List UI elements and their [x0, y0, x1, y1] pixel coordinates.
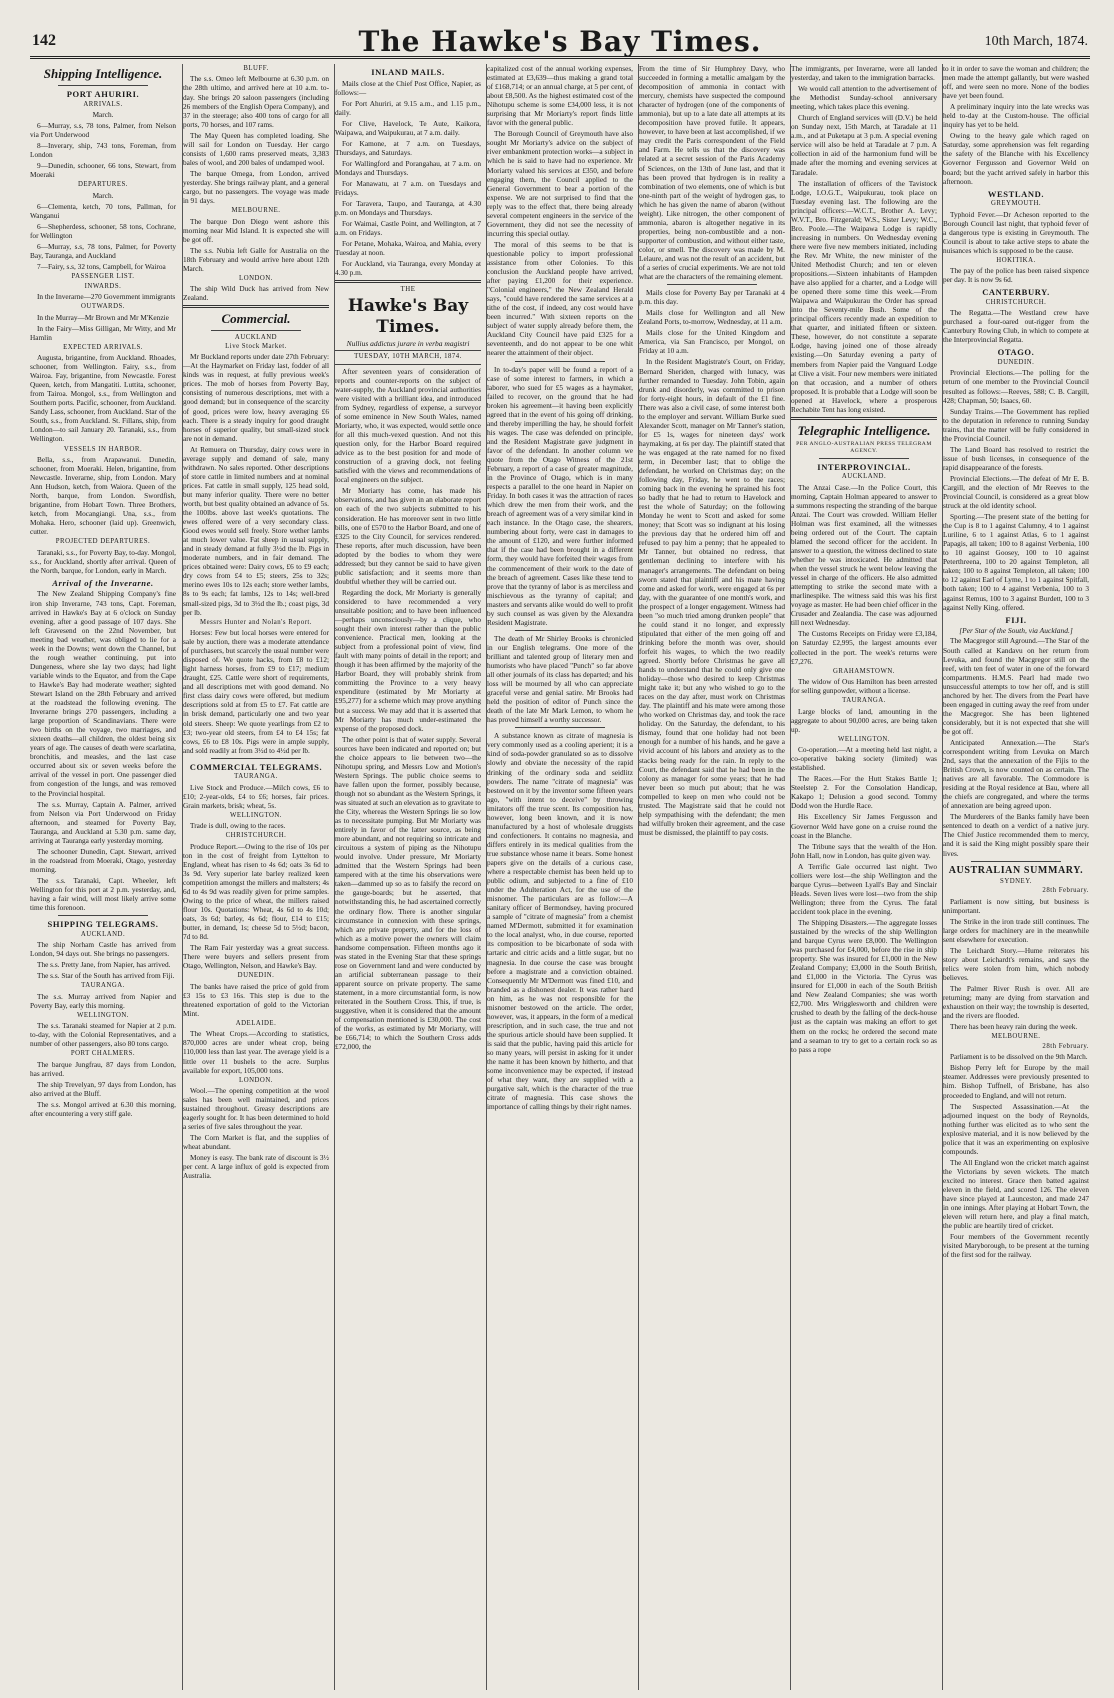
- region-heading: OTAGO.: [997, 347, 1035, 358]
- paragraph: The Macgregor still Aground.—The Star of the South called at Kandavu on her return from Levuka, and found the Macgregor still on the reef, with ten feet of water in one of the forward compartments. H.M.S. Pearl had made two unsuccessful attempts to tow her off, and is still anchored by her. The divers from the Pearl have been engaged in cutting away the reef from under the Macgregor. She has been lightened considerably, but it is not expected that she will be got off.: [943, 636, 1089, 736]
- paragraph: The barque Don Diego went ashore this morning near Mid Island. It is expected she will be got off.: [183, 216, 329, 244]
- inwards-heading: INWARDS.: [84, 282, 122, 290]
- divider: [335, 350, 481, 351]
- dateline-date: 28th February.: [1042, 887, 1089, 895]
- dateline: HOKITIKA.: [996, 256, 1036, 264]
- paragraph: The s.s. Omeo left Melbourne at 6.30 p.m. on the 28th ultimo, and arrived here at 10 a.m. to-day. She brings 20 saloon passengers (including 26 members of the English Opera Company), and 37 in the steerage; also 400 tons of cargo for all ports, 70 horses, and 107 rams.: [183, 74, 329, 129]
- paragraph: The Leichardt Story.—Hume reiterates his story about Leichardt's remains, and says the relics were stolen from him, which nobody believes.: [943, 946, 1089, 983]
- divider: [515, 630, 605, 631]
- list-item: 6—Murray, s.s, 78 tons, Palmer, from Nelson via Port Underwood: [30, 121, 176, 140]
- outwards-heading: OUTWARDS.: [81, 303, 125, 311]
- paragraph: The s.s. Murray arrived from Napier and Poverty Bay, early this morning.: [30, 991, 176, 1010]
- columns: [30, 64, 1090, 1690]
- list-item: 6—Murray, s.s, 78 tons, Palmer, for Poverty Bay, Tauranga, and Auckland: [30, 242, 176, 261]
- paragraph: The Regatta.—The Westland crew have purchased a four-oared out-rigger from the Canterbury Rowing Club, in which to compete at the Interprovincial Regatta.: [943, 308, 1089, 345]
- paragraph: The Borough Council of Greymouth have also sought Mr Moriarty's advice on the subject of river embankment protection works—a subject in which he is said to have had no experience. Mr Moriarty valued his services at £350, and before engaging them, the Council applied to the General Government to bear a portion of the expense. We are not surprised to find that the reply was to the effect that, there being already several competent engineers in the service of the Government, they did not see the necessity of incurring this special outlay.: [487, 129, 633, 238]
- dateline: ADELAIDE.: [235, 1019, 277, 1027]
- paragraph: Horses: Few but local horses were entered for sale by auction, there was a moderate attendance of purchasers, but scarcely the usual number were disposed of. We quote hacks, from £8 to £12; light harness horses, from £9 to £17; medium draught, £25. Cattle were short of requirements, and all descriptions met with good demand. No first class dairy cows were offered, but medium descriptions sold at from £5 to £7. Fat cattle are in brisk demand, particularly one and two year old steers. Sheep: We quote yearlings from £2 to £3; two-year old steers, from £4 to £4 15s; fat cows, £6 to £8 10s. Pigs were in ample supply, and sold readily at from 3½d to 4½d per lb.: [183, 628, 329, 755]
- paragraph: The ship Trevelyan, 97 days from London, has also arrived at the Bluff.: [30, 1079, 176, 1098]
- masthead-the: THE: [400, 286, 416, 294]
- paragraph: The s.s. Nubia left Galle for Australia on the 18th February and would arrive here about 12th March.: [183, 245, 329, 273]
- telegrams-heading: SHIPPING TELEGRAMS.: [47, 919, 159, 930]
- paragraph: The Customs Receipts on Friday were £3,184, on Saturday £2,995, the largest amounts ever collected in the port. The week's returns were £7,276.: [791, 629, 937, 666]
- paragraph: In to-day's paper will be found a report of a case of some interest to farmers, in which a laborer, who sued for £5 wages as a haymaker, failed to recover, on the ground that he had broken his agreement—it having been explicitly agreed that in the event of his going off drinking, and thereby imperilling the hay, he should forfeit his wages. The case was defended on principle, and the Resident Magistrate gave judgment in favor of the defendant. In another column we quote from the Otago Witness of the 21st February, a report of a case of greater magnitude, in the Province of Otago, which is in many respects a parallel to the one heard in Napier on Friday. In both cases it was the attraction of races which drew the men from their work, and the breach of agreement was of a very similar kind in each instance. In the Otago case, the shearers, numbering about forty, were cast in damages to the amount of £120, and were further informed that if the case had been brought in a different form, they would have forfeited their wages from the commencement of their work to the date of the breach of agreement. Cases like these tend to prove that the tyranny of labor is as merciless and mischievous as the tyranny of capital; and masters and servants alike would do well to profit by such counsel as was given by the Alexandra Resident Magistrate.: [487, 364, 633, 627]
- divider: [211, 758, 301, 759]
- paragraph: Sporting.—The present state of the betting for the Cup is 8 to 1 against Calumny, 4 to 1 against Luriline, 6 to 1 against Atlas, 6 to 1 against Papagis, all taken; 100 to 8 against Verbenia, 100 to 10 against Goosey, 100 to 10 against Peterthreena, 100 to 20 against Templeton, all taken; 100 to 8 against Templeton, all taken; 100 to 12 against Earl of Lyme, 1 to 1 against Spitfall, both taken; 100 to 4 against Verbenia, 100 to 3 against Remus, 100 to 3 against Burdett, 100 to 3 against Nelly King, offered.: [943, 512, 1089, 612]
- divider: [791, 417, 937, 420]
- paragraph: The schooner Dunedin, Capt. Stewart, arrived in the roadstead from Moeraki, Otago, yesterday morning.: [30, 846, 176, 874]
- paragraph: Typhoid Fever.—Dr Acheson reported to the Borough Council last night, that typhoid fever of a dangerous type is existing in Greymouth. The Council is about to take active steps to abate the nuisances which is supposed to be the cause.: [943, 209, 1089, 255]
- paragraph: Owing to the heavy gale which raged on Saturday, some apprehension was felt regarding the safety of the Blanche with his Excellency Governor Fergusson and Governor Weld on board; but the yacht arrived safely in harbor this afternoon.: [943, 131, 1089, 186]
- dateline: DUNEDIN.: [237, 972, 275, 980]
- list-item: 8—Inverary, ship, 743 tons, Foreman, from London: [30, 141, 176, 160]
- paragraph: The Murderers of the Banks family have been sentenced to death on a verdict of a native jury. The Chief Justice recommended them to mercy, and it is said the King might possibly spare their lives.: [943, 812, 1089, 858]
- dateline: WELLINGTON.: [77, 1011, 129, 1019]
- dateline: WELLINGTON.: [230, 811, 282, 819]
- paragraph: The pay of the police has been raised sixpence per day. It is now 9s 6d.: [943, 266, 1089, 285]
- divider: [515, 727, 605, 728]
- telegraphic-title: Telegraphic Intelligence.: [797, 422, 931, 438]
- paragraph: The s.s. Pretty Jane, from Napier, has arrived.: [37, 960, 171, 970]
- paragraph: Church of England services will (D.V.) be held on Sunday next, 15th March, at Taradale at 11 a.m., and at Puketapu at 3 p.m. A special evening service will also be held at Taradale at 7 p.m. A collection in aid of the harmonium fund will be made after the morning and evening services at Taradale.: [791, 113, 937, 177]
- agency-line: PER ANGLO-AUSTRALIAN PRESS TELEGRAM AGENCY.: [796, 440, 932, 454]
- paragraph: The barque Jungfrau, 87 days from London, has arrived.: [30, 1059, 176, 1078]
- paragraph: Taranaki, s.s., for Poverty Bay, to-day. Mongol, s.s., for Auckland, shortly after arrival. Queen of the North, barque, for London, early in March.: [30, 547, 176, 575]
- commercial-title: Commercial.: [221, 311, 291, 327]
- paragraph: The s.s. Star of the South has arrived from Fiji.: [37, 971, 175, 981]
- paragraph: From the time of Sir Humphrey Davy, who succeeded in forming a metallic amalgam by the decomposition of ammonia in contact with mercury, chemists have suspected the compound character of hydrogen (one of the components of ammonia), but up to a late date all attempts at its decomposition have proved futile. It appears, however, to have been at last accomplished, if we may credit the Paris correspondent of the Field and Farm. He tells us that the discovery was related at a secret session of the Paris Academy of Sciences, on the 13th of June last, and that it has been proved that hydrogen is in reality a combination of two elements, one of which is but one-ninth part of the weight of hydrogen gas, to which he has given the name of abaron (without weight). Like nitrogen, the other component of ammonia, abaron is altogether negative in its properties, being non-combustible and a non-supporter of combustion, and without either taste, color, or smell. The discovery was made by M. Lelaure, and was not the result of an accident, but of a series of crucial experiments. We are not told what are the characters of the remaining element.: [639, 64, 785, 282]
- paragraph: Live Stock and Produce.—Milch cows, £6 to £10; 2-year-olds, £4 to £6; horses, fair prices. Grain markets, brisk; wheat, 5s.: [183, 782, 329, 810]
- section-heading: Messrs Hunter and Nolan's Report.: [200, 618, 312, 626]
- paragraph: Provincial Elections.—The defeat of Mr E. B. Cargill, and the election of Mr Reeves to the Provincial Council, is considered as a great blow struck at the old identity school.: [943, 473, 1089, 511]
- paragraph: Co-operation.—At a meeting held last night, a co-operative baking society (limited) was established.: [791, 745, 937, 773]
- section-heading: AUCKLAND Live Stock Market.: [225, 334, 287, 350]
- paragraph: The s.s. Taranaki steamed for Napier at 2 p.m. to-day, with the Colonial Representatives, and a number of other passengers, also 80 tons cargo.: [30, 1021, 176, 1049]
- dateline: GREYMOUTH.: [990, 200, 1042, 208]
- paragraph: Four members of the Government recently visited Maryborough, to be present at the turning of the first sod for the railway.: [943, 1232, 1089, 1260]
- fiji-tag: [Per Star of the South, via Auckland.]: [959, 626, 1073, 636]
- divider: [58, 85, 148, 86]
- editorial-masthead: Hawke's Bay Times.: [347, 295, 469, 337]
- paragraph: A Terrific Gale occurred last night. Two colliers were lost—the ship Wellington and the barque Cyrus—between Lyall's Bay and Sinclair Heads. Seven lives were lost—two from the ship Wellington; three from the Cyrus. The fatal accident took place in the evening.: [791, 861, 937, 916]
- paragraph: Mails close at the Chief Post Office, Napier, as follows:—: [335, 78, 481, 97]
- paragraph: The Anzai Case.—In the Police Court, this morning, Captain Holman appeared to answer to a summons respecting the stranding of the barque Anzai. The Court was crowded. William Heller Holman was first examined, all the witnesses being ordered out of the Court. The captain blamed the second officer for the accident. In answer to a question, the witness declined to state whether he was intoxicated. He admitted that when the vessel struck he went below leaving the vessel in charge of the officers. He also admitted attempting to strike the second mate with a marlinespike. The witness said this was his first voyage as master. He had been chief officer in the Crusader and Zealandia. The case was adjourned till next Wednesday.: [791, 482, 937, 628]
- paragraph: Money is easy. The bank rate of discount is 3½ per cent. A large influx of gold is expected from Australia.: [183, 1153, 329, 1181]
- paragraph: For Port Ahuriri, at 9.15 a.m., and 1.15 p.m., daily.: [335, 98, 481, 117]
- paragraph: The Races.—For the Hutt Stakes Battle 1; Steelstep 2. For the Consolation Handicap, Kakapo 1; Delusion a good second. Tommy Dodd won the Hurdle Race.: [791, 774, 937, 811]
- paragraph: After seventeen years of consideration of reports and counter-reports on the subject of water-supply, the Auckland provincial authorities were visited with a brilliant idea, and introduced from Sydney, regardless of expense, a surveyor of some eminence in New South Wales, named Moriarty, who, it was expected, would settle once for all this much-vexed question. And not this question only, for the Harbor Board required advice as to the best position for and mode of construction of a graving dock, not feeling satisfied with the views and recommendations of local engineers on the subject.: [335, 366, 481, 485]
- divider: [819, 458, 909, 459]
- paragraph: Mails close for the United Kingdom and America, via San Francisco, per Mongol, on Friday at 10 a.m.: [639, 328, 785, 356]
- list-item: 6—Clementa, ketch, 70 tons, Pallman, for Wanganui: [30, 201, 176, 220]
- column-1: [30, 64, 176, 1690]
- paragraph: Produce Report.—Owing to the rise of 10s per ton in the cost of freight from Lyttelton to England, wheat has risen to 4s 6d; oats 3s 6d to 3s 9d. Very superior late barley realized keen competition amongst the millers and maltsters; 4s 6d to 4s 9d was readily given for prime samples. Owing to the price of wheat, the millers raised flour 10s. Quotations: Wheat, 4s 6d to 4s 10d; oats, 3s 6d; barley, 4s 6d; flour, £14 to £15; butter, in demand, 1s; cheese 5d to 5½d; bacon, 7d to 8d.: [183, 841, 329, 942]
- article-heading: Arrival of the Inverarne.: [52, 577, 154, 588]
- region-heading: WESTLAND.: [987, 188, 1045, 199]
- paragraph: At Remuera on Thursday, dairy cows were in average supply and demand of sale, many withdrawn. No sales reported. Other descriptions of store cattle in limited numbers and at nominal prices. Fat cattle in small supply, 125 head sold, but many inferior quality. There were no better worth, but best quality obtained an advance of 5s. the 100lbs. above last week's quotations. The ewes offered were of a very secondary class. Good ewes would sell freely. Store wether lambs at much lower value. Fat sheep in usual supply, and in steady demand at fully 3½d the lb. Pigs in moderate numbers, and in fair demand. The prices obtained were: Dairy cows, £6 to £9 each; dry cows from £4 to £5; steers, 25s to 32s; merino ewes 10s to 12s each; store wether lambs, 8s to 9s each; fat lambs, 12s to 14s; well-bred small-sized pigs, 3d to 3½d the lb.; coast pigs, 3d per lb.: [183, 444, 329, 617]
- editorial-date: TUESDAY, 10TH MARCH, 1874.: [354, 353, 462, 361]
- paragraph: The installation of officers of the Tavistock Lodge, I.O.G.T., Waipukurau, took place on Tuesday evening last. The following are the principal officers:—W.C.T., Brother A. Levy; W.V.T., Bro. Fitzgerald; W.S., Sister Levy; W.C., Bro. Poole.—The Waipawa Lodge is rapidly increasing in numbers. On Wednesday evening there were five new members initiated, including the Rev. Mr White, the new minister of the United Methodist Church; and ten or eleven propositions.—Sixteen inhabitants of Hampden have also applied for a charter, and a Lodge will be opened there some time this week.—From Waipawa and Waipukurau the Order has spread into the Seventy-mile Bush. Some of the principal officers recently made an expedition to that quarter, and initiated fifteen or sixteen. These, however, do not constitute a separate Lodge, having joined one of those already existing.—On Saturday evening a party of members from Napier paid the Vanguard Lodge at Clive a visit. Four new members were initiated on that occasion, and a number of others proposed. It is probable that a Lodge will soon be opened at Havelock, where a prosperous Rechabite Tent has long existed.: [791, 178, 937, 414]
- paragraph: For Waimai, Castle Point, and Wellington, at 7 a.m. on Fridays.: [335, 219, 481, 238]
- dateline: DUNEDIN.: [997, 358, 1035, 366]
- paragraph: Provincial Elections.—The polling for the return of one member to the Provincial Council resulted as follows:—Reeves, 588; C. B. Cargill, 428; Chapman, 50; Isaacs, 60.: [943, 368, 1089, 405]
- dateline-date: 28th February.: [1042, 1042, 1089, 1050]
- paragraph: Anticipated Annexation.—The Star's correspondent writing from Levuka on March 2nd, says that the annexation of the Fijis to the British Crown, is now counted on as certain. The natives are all favorable. The Commodore is residing at the Royal residence at Bau, where all the chiefs are congregated, and where the terms of annexation are being agreed upon.: [943, 737, 1089, 811]
- issue-date: 10th March, 1874.: [984, 34, 1088, 49]
- list-item: In the Inverarne—270 Government immigrants: [37, 292, 176, 302]
- vessels-heading: VESSELS IN HARBOR.: [63, 445, 143, 453]
- dateline: AUCKLAND.: [80, 930, 126, 938]
- expected-heading: EXPECTED ARRIVALS.: [63, 343, 143, 351]
- paragraph: The Corn Market is flat, and the supplies of wheat abundant.: [183, 1133, 329, 1152]
- paragraph: The New Zealand Shipping Company's fine iron ship Inverarne, 743 tons, Capt. Foreman, arrived in Hawke's Bay at 6 o'clock on Sunday evening, after a good passage of 107 days. She left Gravesend on the 22nd November, but meeting bad weather, was obliged to lie for a week in the Downs; went down the Channel, but the rough weather continuing, put into Dungeness, where she lay two days; had light variable winds to the Equator, and from the Cape to Hawke's Bay had moderate weather; sighted Stewart Island on the 28th February and arrived at the roadstead the following evening. The Inverarne brings 270 passengers, including a large proportion of Scandinavians. There were two births on the voyage, two marriages, and sixteen deaths—all children, the oldest being six years of age. The causes of death were scarlatina, bronchitis, and measles, and the last case occurred about six or seven weeks before the arrival of the vessel in port. One passenger died from congestion of the lungs, and was removed to the Provincial hospital.: [30, 589, 176, 798]
- paragraph: Mr Buckland reports under date 27th February:—At the Haymarket on Friday last, fodder of all kinds was in request, at fully previous week's prices. The mob of horses from Poverty Bay, consisting of numerous descriptions, met with a good demand; but in consequence of the scarcity of good, prices were low, heavy averaging £6 each. There is a steady inquiry for good draught horses of superior quality, but small-sized stock are not in demand.: [183, 352, 329, 443]
- newspaper-title: The Hawke's Bay Times.: [358, 25, 762, 58]
- paragraph: Large blocks of land, amounting in the aggregate to about 90,000 acres, are being taken up.: [791, 706, 937, 734]
- list-item: In the Murray—Mr Brown and Mr M'Kenzie: [37, 312, 169, 322]
- region-heading: CANTERBURY.: [982, 287, 1050, 298]
- paragraph: The All England won the cricket match against the Victorians by seven wickets. The match excited no interest. Grace then batted against eleven in the field, and scored 126. The eleven have since played at Launceston, and made 247 in one innings. After playing at Hobart Town, the eleven will return here, and play a final match, the public are heartily tired of cricket.: [943, 1157, 1089, 1231]
- port-heading: PORT AHURIRI.: [66, 89, 140, 100]
- divider: [211, 330, 301, 331]
- paragraph: The ship Norham Castle has arrived from London, 94 days out. She brings no passengers.: [30, 940, 176, 959]
- paragraph: The s.s. Mongol arrived at 6.30 this morning, after encountering a very stiff gale.: [30, 1099, 176, 1118]
- divider: [515, 361, 605, 362]
- paragraph: A substance known as citrate of magnesia is very commonly used as a cooling aperient; it is a kind of soda-powder granulated so as to dissolve slowly and obviate the necessity of the rapid drinking of the ordinary soda and seidlitz powders. The name "citrate of magnesia" was bestowed on it by the inventor some fifteen years ago, "with intent to deceive" by throwing imitators off the true scent. Its composition has, however, long been known, and it is now manufactured by a host of wholesale druggists and confectioners. It contains no magnesia, and differs entirely in its medical qualities from the true substance whose name it bears. Some honest papers give on the details of a curious case, where a respectable chemist has been held up to public odium, and subjected to a fine of £10 under the Adulteration Act, for the use of the misnomer. The particulars are as follow:—A sanitary officer of Bermondsey, having procured a sample of "citrate of magnesia" from a chemist named M'Dermott, submitted it for examination to the local analyst, who, in due course, reported its composition to be bicarbonate of soda with tartaric and citric acids and a little sugar, but no magnesia. In due course the case was brought before a magistrate and a conviction obtained. Consequently Mr M'Dermott was fined £10, and branded as a dishonest dealer. It was rather hard on him, as he was not responsible for the misnomer bestowed on the article. The order, however, was, it appears, in the form of a medical prescription, and in such case, the true and not the spurious article should have been supplied. It is said that the public, having paid this article for so many years, will persist in asking for it under the name it has been known by hitherto, and that some inconvenience may be expected, if instead of what they want, they are supplied with a purgative salt, which is the character of the true citrate of magnesia. This case shows the importance of calling things by their right names.: [487, 731, 633, 1112]
- paragraph: The moral of this seems to be that is questionable policy to import professional assistance from other Colonies. To this conclusion the Auckland people have arrived, after paying £1,200 for their experience. "Colonial engineers," the New Zealand Herald says, "could have rendered the same services at a tithe of the cost, if indeed, any cost would have been incurred." With sixteen reports on the subject of water supply already before them, the Auckland City Council have paid £325 for a seventeenth, and do not appear to be one whit nearer the attainment of their object.: [487, 239, 633, 358]
- dateline: CHRISTCHURCH.: [985, 298, 1047, 306]
- divider: [335, 364, 481, 365]
- paragraph: Parliament is to be dissolved on the 9th March.: [950, 1052, 1088, 1062]
- list-item: 7—Fairy, s.s, 32 tons, Campbell, for Wairoa: [37, 262, 166, 272]
- paragraph: For Kamone, at 7 a.m. on Tuesdays, Thursdays, and Saturdays.: [335, 138, 481, 157]
- mails-heading: INLAND MAILS.: [371, 67, 445, 77]
- paragraph: Wool.—The opening competition at the wool sales has been well maintained, and prices sustained throughout. Greasy descriptions are eagerly sought for. It has been determined to hold a series of five sales throughout the year.: [183, 1086, 329, 1132]
- paragraph: For Wallingford and Porangahau, at 7 a.m. on Mondays and Thursdays.: [335, 158, 481, 177]
- dateline: WELLINGTON.: [838, 735, 890, 743]
- projected-heading: PROJECTED DEPARTURES.: [55, 538, 151, 546]
- paragraph: Mails close for Poverty Bay per Taranaki at 4 p.m. this day.: [639, 288, 785, 307]
- paragraph: Augusta, brigantine, from Auckland. Rhoades, schooner, from Wellington. Fairy, s.s., from Wairoa. Fay, brigantine, from Newcastle. Forest Queen, ketch, from Mangatiti. Luttita, schooner, from Tairoa. Mongol, s.s., from Wellington and Southern ports. Pacific, schooner, from Auckland. Sandy Lass, schooner, from Auckland. Star of the South, s.s., from Auckland. St. Fillans, ship, from London—to sail January 20. Taranaki, s.s., from Wellington.: [30, 353, 176, 444]
- paragraph: The May Queen has completed loading. She will sail for London on Tuesday. Her cargo consists of 1,600 rams preserved meats, 3,383 bales of wool, and 200 bales of undamped wool.: [183, 130, 329, 167]
- dateline: GRAHAMSTOWN.: [833, 667, 895, 675]
- dateline: BLUFF.: [243, 65, 269, 72]
- column-6: [790, 64, 937, 1690]
- paragraph: to it in order to save the woman and children; the men made the attempt gallantly, but were washed off, and were seen no more. None of the bodies have yet been found.: [943, 64, 1089, 101]
- paragraph: The widow of Ous Hamilton has been arrested for selling gunpowder, without a license.: [791, 677, 937, 696]
- paragraph: The Palmer River Rush is over. All are returning; many are dying from starvation and exhaustion on their way; the township is deserted, and the rivers are flooded.: [943, 984, 1089, 1021]
- list-item: March.: [92, 110, 114, 120]
- paragraph: Bishop Perry left for Europe by the mail steamer. Addresses were previously presented to him. Bishop Tuffnell, of Brisbane, has also proceeded to England, and will not return.: [943, 1063, 1089, 1100]
- paragraph: For Petane, Mohaka, Wairoa, and Mahia, every Tuesday at noon.: [335, 239, 481, 258]
- shipping-title: Shipping Intelligence.: [43, 66, 163, 81]
- divider: [58, 915, 148, 916]
- column-3: [334, 64, 481, 1690]
- divider: [667, 284, 757, 285]
- paragraph: The immigrants, per Inverarne, were all landed yesterday, and taken to the immigration barracks.: [791, 64, 937, 83]
- paragraph: The Suspected Assassination.—At the adjourned inquest on the body of Reynolds, nothing further was elicited as to who sent the explosive material, and it is now believed by the police that it was an experimenting on explosive compounds.: [943, 1101, 1089, 1156]
- divider: [335, 280, 481, 283]
- paragraph: There has been heavy rain during the week.: [950, 1022, 1078, 1032]
- paragraph: The banks have raised the price of gold from £3 15s to £3 16s. This step is due to the threatened exportation of gold to the Victorian Mint.: [183, 981, 329, 1018]
- paragraph: For Clive, Havelock, Te Aute, Kaikora, Waipawa, and Waipukurau, at 7 a.m. daily.: [335, 118, 481, 137]
- list-item: 6—Shepherdess, schooner, 58 tons, Cochrane, for Wellington: [30, 221, 176, 240]
- paragraph: The Wheat Crops.—According to statistics, 870,000 acres are under wheat crop, being 110,000 less than last year. The average yield is a little over 11 bushels to the acre. Surplus available for export, 105,000 tons.: [183, 1029, 329, 1075]
- paragraph: For Taravera, Taupo, and Tauranga, at 4.30 p.m. on Mondays and Thursdays.: [335, 199, 481, 218]
- interprovincial-heading: INTERPROVINCIAL.: [817, 461, 911, 472]
- paragraph: capitalized cost of the annual working expenses, estimated at £3,639—thus making a grand total of £168,714; or an annual charge, at 5 per cent, of about £8,500. As the highest estimated cost of the Nihotupu scheme is some £34,000 less, it is not surprising that Mr Moriarty's report finds little favor with the general public.: [487, 64, 633, 128]
- paragraph: The Tribune says that the wealth of the Hon. John Hall, now in London, has quite given way.: [791, 841, 937, 860]
- column-4: [486, 64, 633, 1690]
- paragraph: The ship Wild Duck has arrived from New Zealand.: [183, 284, 329, 303]
- paragraph: Mr Moriarty has come, has made his observations, and has given in an elaborate report on each of the two subjects submitted to his consideration. He has moreover sent in two little bills, one of £570 to the Harbor Board, and one of £325 to the City Council, for services rendered. These reports, after much discussion, have been adopted by the bodies to whom they were addressed; but they cannot be said to have given public satisfaction; and it seems more than doubtful whether they will be carried out.: [335, 486, 481, 586]
- column-5: [638, 64, 785, 1690]
- paragraph: The other point is that of water supply. Several sources have been indicated and reported on; but the choice appears to lie between two—the Nihotupu spring, and Messrs Low and Motion's Western Springs. The public choice seems to have fallen upon the former, possibly because, though not so abundant as the Western Springs, it was situated at such an elevation as to gravitate to the City, whereas the Western Springs lie so low as to necessitate pumping. But Mr Moriarty was entirely in favor of the latter source, as being more abundant, and not requiring so intricate and circuitous a system of piping as the Nihotupu would involve. Under pressure, Mr Moriarty admitted that the Western Springs had been tampered with at the time his observations were taken—dammed up so as to falsify the record on the gauge-boards; but he asserted, that notwithstanding this, he had ascertained correctly the ordinary flow. There is another singular circumstance in connexion with these springs, which are private property, and for the loss of which as a motive power the owners will claim handsome compensation. Fifteen months ago it was stated in the Evening Star that these springs rose on Government land and were conducted by an artificial subterranean passage to their apparent source on private property. The same statement, in a more circumstantial form, is now reiterated in the Southern Cross. This, if true, is suggestive, when it is considered that the amount of compensation mentioned is £30,000. The cost of the works, as estimated by Mr Moriarty, will be £66,714; to which the Southern Cross adds £72,000, the: [335, 734, 481, 1052]
- paragraph: The Land Board has resolved to restrict the issue of bush licenses, in consequence of the rapid disappearance of the forests.: [943, 444, 1089, 472]
- column-7: [942, 64, 1089, 1690]
- page-number: 142: [32, 32, 56, 49]
- divider: [971, 861, 1061, 862]
- dateline: MELBOURNE.: [231, 207, 281, 215]
- arrivals-heading: ARRIVALS.: [83, 100, 123, 108]
- paragraph: Sunday Trains.—The Government has replied to the deputation in reference to running Sunday trains, that the matter will be fully considered in the Provincial Council.: [943, 406, 1089, 443]
- paragraph: Mails close for Wellington and all New Zealand Ports, to-morrow, Wednesday, at 11 a.m.: [639, 308, 785, 327]
- passenger-heading: PASSENGER LIST.: [71, 273, 135, 281]
- dateline: CHRISTCHURCH.: [225, 832, 287, 840]
- paragraph: A preliminary inquiry into the late wrecks was held to-day at the Custom-house. The official inquiry has yet to be held.: [943, 102, 1089, 130]
- list-item: March.: [92, 190, 114, 200]
- dateline: PORT CHALMERS.: [70, 1050, 136, 1058]
- paragraph: His Excellency Sir James Fergusson and Governor Weld have gone on a cruise round the coast in the Blanche.: [791, 812, 937, 840]
- dateline: LONDON.: [239, 274, 273, 282]
- paragraph: Regarding the dock, Mr Moriarty is generally considered to have recommended a very unsuitable position; and to have been influenced—perhaps unconsciously—by a clique, who sought their own interest rather than the public convenience. Practical men, looking at the subject from a professional point of view, find fault with many points of detail in the report; and though it has been affirmed by the majority of the Harbor Board, they will probably shrink from committing the Province to a very heavy expenditure (estimated by Mr Moriarty at £95,277) for a scheme which may prove anything but a success. We may add that it is asserted that Mr Moriarty has much under-estimated the expense of the proposed dock.: [335, 587, 481, 733]
- dateline: AUCKLAND.: [841, 473, 887, 481]
- paragraph: The s.s. Taranaki, Capt. Wheeler, left Wellington for this port at 2 p.m. yesterday, and, having a fair wind, will most likely arrive some time this forenoon.: [30, 875, 176, 913]
- commercial-telegrams-heading: COMMERCIAL TELEGRAMS.: [189, 761, 323, 772]
- paragraph: Trade is dull, owing to the races.: [190, 821, 286, 831]
- region-heading: FIJI.: [1005, 614, 1027, 625]
- column-2: [182, 64, 329, 1690]
- australian-summary-heading: AUSTRALIAN SUMMARY.: [948, 864, 1084, 876]
- paragraph: For Auckland, via Tauranga, every Monday at 4.30 p.m.: [335, 259, 481, 278]
- dateline: TAURANGA.: [234, 773, 278, 781]
- dateline: TAURANGA.: [842, 697, 886, 705]
- paragraph: The Ram Fair yesterday was a great success. There were buyers and sellers present from Otago, Wellington, Nelson, and Hawke's Bay.: [183, 943, 329, 971]
- dateline: MELBOURNE.: [991, 1033, 1041, 1041]
- paragraph: The barque Omega, from London, arrived yesterday. She brings railway plant, and a general cargo, but no passengers. The voyage was made in 91 days.: [183, 168, 329, 206]
- paragraph: For Manawatu, at 7 a.m. on Tuesdays and Fridays.: [335, 179, 481, 198]
- paragraph: We would call attention to the advertisement of the Methodist Sunday-school anniversary meeting, which takes place this evening.: [791, 84, 937, 112]
- paragraph: Bella, s.s., from Arapawanui. Dunedin, schooner, from Moeraki. Helen, brigantine, from Newcastle. Inverarne, ship, from London. Mary Ann Hudson, ketch, from Waiora. Queen of the North, barque, from London. Swordfish, brigantine, from Hobart Town. Three Brothers, ketch, from Mocangiangi. Una, s.s., from Mohaka. Hero, schooner (laid up). Greenwich, cutter.: [30, 454, 176, 537]
- list-item: 9—Dunedin, schooner, 66 tons, Stewart, from Moeraki: [30, 161, 176, 180]
- motto: Nullius addictus jurare in verba magistri: [346, 339, 470, 349]
- paragraph: Parliament is now sitting, but business is unimportant.: [943, 896, 1089, 915]
- dateline: LONDON.: [239, 1076, 273, 1084]
- paragraph: The Shipping Disasters.—The aggregate losses sustained by the wrecks of the ship Wellington and barque Cyrus were £8,000. The Wellington was purchased for £4,000, before the rise in ship property. She was insured for £1,000 in the New Zealand Company; £3,000 in the South British, and £1,000 in the Victoria. The Cyrus was insured for £1,000 in each of the South British and New Zealand Companies; she was worth £2,700. Mrs Wrigglesworth and children were crushed to death by the falling of the deck-house just as the captain was making an effort to get them on the rocks; he ordered the second mate and a seaman to try to get to a certain rock so as to pass a rope: [791, 917, 937, 1054]
- dateline: TAURANGA.: [81, 982, 125, 990]
- dateline: SYDNEY.: [1000, 877, 1032, 885]
- list-item: In the Fairy—Miss Gilligan, Mr Witty, and Mr Hamlin: [30, 323, 176, 342]
- paragraph: The s.s. Murray, Captain A. Palmer, arrived from Nelson via Port Underwood on Friday afternoon, and steamed for Poverty Bay, Tauranga, and Auckland at 5.30 p.m. same day, arriving at Tauranga early yesterday morning.: [30, 799, 176, 845]
- page-masthead: [30, 25, 1090, 59]
- departures-heading: DEPARTURES.: [78, 181, 128, 189]
- divider: [183, 305, 329, 308]
- paragraph: In the Resident Magistrate's Court, on Friday, Bernard Sheriden, charged with lunacy, was further remanded to Tuesday. John Tobin, again drunk and disorderly, was committed to prison for forty-eight hours, in default of the £1 fine. There was also a civil case, of some interest both to the employer and servant. William Burke sued Alexander Scott, manager on Mr Tanner's station, for £5 1s, wages for nineteen days' work haymaking, at 6s per day. The plaintiff stated that he was engaged at the rate named for no fixed term, in December last; that to oblige the defendant, he worked on Christmas day; on the following day, Friday, he went to the races; coming back in the evening he sprained his foot so badly that he had to return to Havelock and rest the whole of Saturday; on the following Monday he went to Scott and asked for some money; that Scott was so indignant at his losing the previous day that he ordered him off and refused to pay him a penny; that he appealed to Mr Tanner, but obtained no redress, that gentleman declining to interfere with his manager's arrangements. The defendant on being sworn stated that plaintiff and his mate having come and asked for work, were engaged at 6s per day, with the guarantee of one month's work, and the prospect of a longer engagement. Witness had been "so much tried among drunken people" that he could stand it no longer, and expressly stipulated that either of the men going off and drinking before the month was over, should forfeit his wages, to which the two readily agreed. Shortly before Christmas he gave all hands to understand that he could only give one holiday—those who desired to keep Christmas might take it; but any who wished to go to the races on the day after, must work on Christmas day. The plaintiff and his mate were among those who worked on Christmas day, and took the race holiday. On the Saturday, the defendant, to his dismay, found that one holiday had not been enough for a number of his hands, and he gave a vivid account of his labors and anxiety as to the stacks being ready for the rain. In reply to the Court, the defendant said that he had been in the colony as manager for some years; that he had never been so much put about; that he was compelled to keep on men who could not be trusted. The Magistrate said that he could not help sympathising with the defendant; the men had wilfully broken their agreement, and the case must be dismissed, the plaintiff to pay costs.: [639, 357, 785, 837]
- paragraph: The Strike in the iron trade still continues. The large orders for machinery are in the meanwhile sent elsewhere for execution.: [943, 916, 1089, 944]
- paragraph: The death of Mr Shirley Brooks is chronicled in our English telegrams. One more of the brilliant and talented group of literary men and humorists who have placed "Punch" so far above all other journals of its class has departed; and his loss will be mourned by all who can appreciate graceful verse and genial satire. Mr Brooks had held the position of editor of Punch since the death of the late Mr Mark Lemon, to whom he has proved himself a worthy successor.: [487, 633, 633, 725]
